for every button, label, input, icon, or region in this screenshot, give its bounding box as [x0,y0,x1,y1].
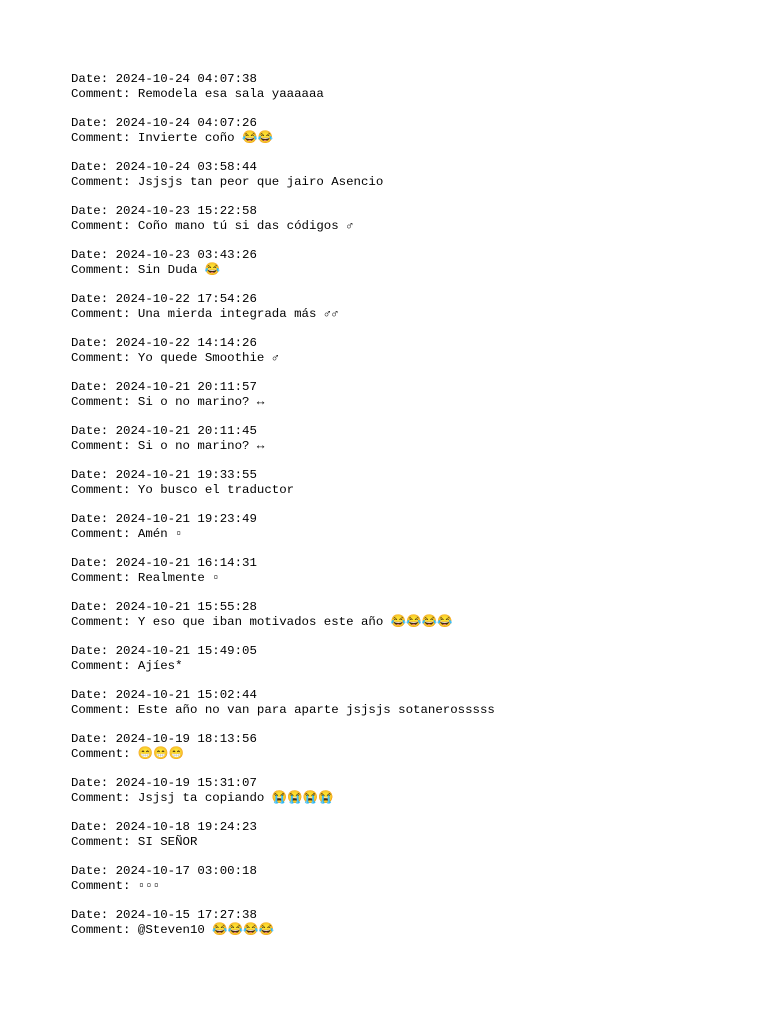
comment-entry [71,688,731,732]
entry-date: 2024-10-15 17:27:38 [115,908,257,922]
date-label: Date: [71,512,116,526]
comment-entry [71,468,731,512]
entry-comment: 😁😁😁 [137,747,185,761]
entry-date-line [71,248,731,263]
date-label: Date: [71,380,116,394]
entry-comment-line [71,879,731,894]
entry-date-line [71,556,731,571]
entry-date: 2024-10-21 19:23:49 [115,512,257,526]
entry-date-line [71,72,731,87]
entry-comment-line [71,307,731,322]
comment-log [71,72,731,952]
entry-date: 2024-10-23 15:22:58 [115,204,257,218]
entry-date-line [71,820,731,835]
date-label: Date: [71,908,116,922]
comment-entry [71,820,731,864]
comment-entry [71,644,731,688]
entry-comment: Si o no marino? ↔ [137,439,265,453]
entry-comment-line [71,703,731,718]
comment-label: Comment: [71,659,138,673]
comment-entry [71,336,731,380]
entry-date-line [71,688,731,703]
entry-comment: Yo busco el traductor [137,483,295,497]
date-label: Date: [71,424,116,438]
comment-entry [71,248,731,292]
comment-label: Comment: [71,703,138,717]
entry-comment-line [71,219,731,234]
entry-comment-line [71,263,731,278]
entry-date: 2024-10-23 03:43:26 [115,248,257,262]
comment-entry [71,556,731,600]
comment-label: Comment: [71,527,138,541]
entry-comment: Sin Duda 😂 [137,263,221,277]
entry-comment-line [71,835,731,850]
entry-comment: Jsjsjs tan peor que jairo Asencio [137,175,384,189]
entry-comment-line [71,791,731,806]
entry-comment: Realmente ▫ [137,571,220,585]
entry-comment: Remodela esa sala yaaaaaa [137,87,324,101]
date-label: Date: [71,72,116,86]
entry-date-line [71,160,731,175]
comment-label: Comment: [71,219,138,233]
entry-date: 2024-10-21 15:55:28 [115,600,257,614]
date-label: Date: [71,732,116,746]
entry-date: 2024-10-21 16:14:31 [115,556,257,570]
entry-comment-line [71,615,731,630]
entry-comment: Amén ▫ [137,527,183,541]
entry-date: 2024-10-21 15:02:44 [115,688,257,702]
date-label: Date: [71,644,116,658]
entry-date-line [71,644,731,659]
entry-comment: Coño mano tú si das códigos ♂ [137,219,354,233]
entry-comment: Ajíes* [137,659,183,673]
entry-date: 2024-10-21 20:11:57 [115,380,257,394]
entry-comment: Jsjsj ta copiando 😭😭😭😭 [137,791,334,805]
date-label: Date: [71,160,116,174]
entry-comment-line [71,747,731,762]
entry-date: 2024-10-22 14:14:26 [115,336,257,350]
entry-comment-line [71,87,731,102]
comment-label: Comment: [71,879,138,893]
entry-date-line [71,380,731,395]
date-label: Date: [71,248,116,262]
date-label: Date: [71,116,116,130]
entry-comment-line [71,659,731,674]
comment-label: Comment: [71,483,138,497]
comment-label: Comment: [71,571,138,585]
date-label: Date: [71,600,116,614]
entry-comment: ▫▫▫ [137,879,161,893]
entry-date: 2024-10-19 15:31:07 [115,776,257,790]
entry-comment-line [71,351,731,366]
entry-comment-line [71,439,731,454]
entry-date-line [71,292,731,307]
entry-date-line [71,908,731,923]
comment-entry [71,160,731,204]
entry-comment: Una mierda integrada más ♂♂ [137,307,339,321]
entry-comment-line [71,131,731,146]
comment-entry [71,908,731,952]
date-label: Date: [71,776,116,790]
entry-date-line [71,424,731,439]
entry-date: 2024-10-21 19:33:55 [115,468,257,482]
entry-date-line [71,776,731,791]
entry-comment: @Steven10 😂😂😂😂 [137,923,274,937]
entry-date-line [71,512,731,527]
date-label: Date: [71,204,116,218]
entry-date: 2024-10-21 20:11:45 [115,424,257,438]
comment-label: Comment: [71,923,138,937]
comment-entry [71,72,731,116]
comment-label: Comment: [71,395,138,409]
entry-date: 2024-10-21 15:49:05 [115,644,257,658]
comment-label: Comment: [71,615,138,629]
comment-entry [71,864,731,908]
date-label: Date: [71,688,116,702]
comment-label: Comment: [71,439,138,453]
entry-comment: SI SEÑOR [137,835,198,849]
entry-date: 2024-10-24 03:58:44 [115,160,257,174]
comment-label: Comment: [71,131,138,145]
entry-date: 2024-10-22 17:54:26 [115,292,257,306]
comment-label: Comment: [71,87,138,101]
comment-entry [71,776,731,820]
comment-entry [71,204,731,248]
entry-date: 2024-10-19 18:13:56 [115,732,257,746]
entry-comment: Invierte coño 😂😂 [137,131,273,145]
entry-date-line [71,204,731,219]
comment-label: Comment: [71,307,138,321]
entry-comment-line [71,571,731,586]
comment-entry [71,732,731,776]
entry-date-line [71,116,731,131]
comment-label: Comment: [71,835,138,849]
comment-label: Comment: [71,175,138,189]
date-label: Date: [71,820,116,834]
entry-comment-line [71,175,731,190]
comment-label: Comment: [71,351,138,365]
entry-date-line [71,732,731,747]
date-label: Date: [71,468,116,482]
entry-comment-line [71,923,731,938]
entry-comment-line [71,527,731,542]
entry-date-line [71,468,731,483]
entry-comment-line [71,395,731,410]
entry-date: 2024-10-24 04:07:26 [115,116,257,130]
comment-label: Comment: [71,747,138,761]
comment-label: Comment: [71,263,138,277]
entry-date: 2024-10-24 04:07:38 [115,72,257,86]
comment-entry [71,424,731,468]
entry-comment-line [71,483,731,498]
date-label: Date: [71,864,116,878]
comment-entry [71,292,731,336]
date-label: Date: [71,292,116,306]
comment-entry [71,116,731,160]
entry-comment: Si o no marino? ↔ [137,395,265,409]
comment-label: Comment: [71,791,138,805]
comment-entry [71,600,731,644]
entry-comment: Este año no van para aparte jsjsjs sotanerosssss [137,703,495,717]
entry-date-line [71,600,731,615]
entry-date: 2024-10-17 03:00:18 [115,864,257,878]
entry-date: 2024-10-18 19:24:23 [115,820,257,834]
entry-date-line [71,336,731,351]
entry-comment: Yo quede Smoothie ♂ [137,351,280,365]
entry-comment: Y eso que iban motivados este año 😂😂😂😂 [137,615,453,629]
date-label: Date: [71,556,116,570]
entry-date-line [71,864,731,879]
comment-entry [71,512,731,556]
date-label: Date: [71,336,116,350]
comment-entry [71,380,731,424]
